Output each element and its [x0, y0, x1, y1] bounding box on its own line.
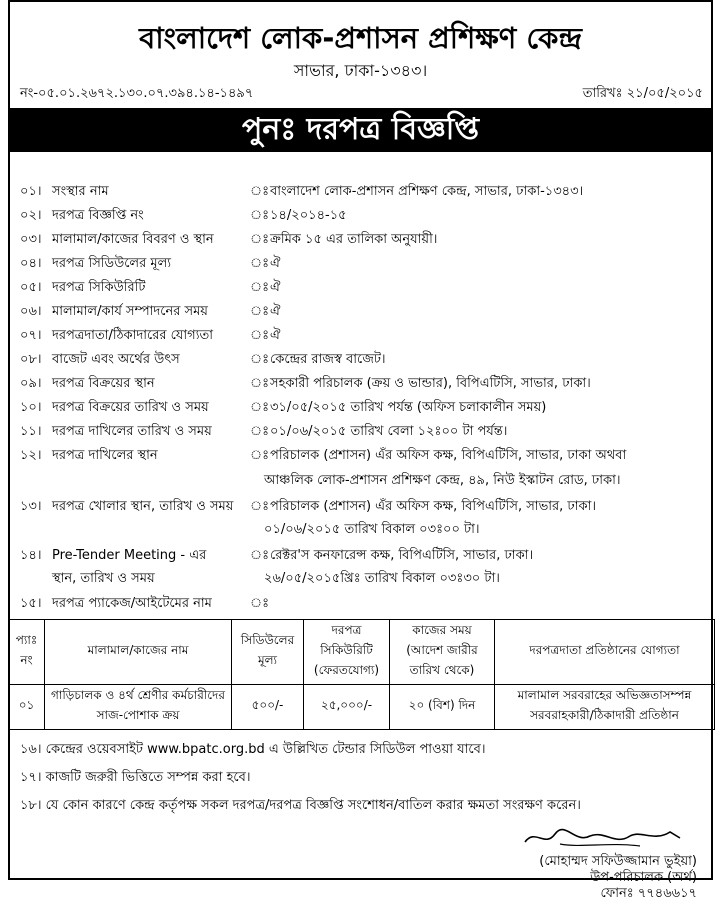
footer-note: ১৭। কাজটি জরুরী ভিত্তিতে সম্পন্ন করা হবে। — [20, 770, 251, 785]
item-row: ০৮। বাজেট এবং অর্থের উৎস ঃকেন্দ্রের রাজস্ব বাজেট। — [20, 352, 386, 367]
item-value-continuation: ০১/০৬/২০১৫ তারিখ বিকাল ০৩ঃ০০ টা। — [264, 522, 480, 537]
table-header-cell: সিডিউলের মূল্য — [232, 620, 304, 685]
item-row: ১১। দরপত্র দাখিলের তারিখ ও সময় ঃ০১/০৬/২০১৫ তারিখ বেলা ১২ঃ০০ টা পর্যন্ত। — [20, 424, 508, 439]
item-row: ১০। দরপত্র বিক্রয়ের তারিখ ও সময় ঃ৩১/০৫/২০১৫ তারিখ পর্যন্ত (অফিস চলাকালীন সময়) — [20, 400, 547, 415]
footer-note: ১৮। যে কোন কারণে কেন্দ্র কর্তৃপক্ষ সকল দরপত্র/দরপত্র বিজ্ঞপ্তি সংশোধন/বাতিল করার ক্ষমতা সংরক্ষণ করেন। — [20, 798, 581, 813]
item-row: ০৪। দরপত্র সিডিউলের মূল্য ঃঐ — [20, 256, 281, 271]
item-value-continuation: ২৬/০৫/২০১৫খ্রিঃ তারিখ বিকাল ০৩ঃ৩০ টা। — [264, 571, 500, 586]
table-cell: ০১ — [9, 685, 45, 730]
table-cell: ২০ (বিশ) দিন — [390, 685, 495, 730]
item-row: ১২। দরপত্র দাখিলের স্থান ঃপরিচালক (প্রশাসন) এঁর অফিস কক্ষ, বিপিএটিসি, সাভার, ঢাকা অথবা — [20, 448, 627, 463]
item-label-continuation: স্থান, তারিখ ও সময় — [52, 571, 155, 586]
reference-number: নং-০৫.০১.২৬৭২.১৩০.০৭.৩৯৪.১৪-১৪৯৭ — [20, 86, 254, 101]
footer-note: ১৬। কেন্দ্রের ওয়েবসাইট www.bpatc.org.bd এ উল্লিখিত টেন্ডার সিডিউল পাওয়া যাবে। — [20, 742, 486, 757]
item-row: ০৩। মালামাল/কাজের বিবরণ ও স্থান ঃক্রমিক ১৫ এর তালিকা অনুযায়ী। — [20, 232, 438, 247]
table-header-cell: দরপত্র সিকিউরিটি (ফেরতযোগ্য) — [304, 620, 390, 685]
table-header-row — [9, 620, 715, 685]
item-row: ১৪। Pre-Tender Meeting - এর ঃরেক্টর'স কনফারেন্স কক্ষ, বিপিএটিসি, সাভার, ঢাকা। — [20, 548, 534, 563]
table-header-cell: মালামাল/কাজের নাম — [45, 620, 232, 685]
package-table — [8, 619, 715, 730]
organization-address: সাভার, ঢাকা-১৩৪৩। — [293, 61, 428, 80]
tender-notice — [8, 0, 713, 901]
signature-scribble — [520, 824, 690, 850]
item-row: ০২। দরপত্র বিজ্ঞপ্তি নং ঃ১৪/২০১৪-১৫ — [20, 208, 347, 223]
table-cell: ৫০০/- — [232, 685, 304, 730]
item-row: ০৭। দরপত্রদাতা/ঠিকাদারের যোগ্যতা ঃঐ — [20, 328, 281, 343]
table-cell: গাড়িচালক ও ৪র্থ শ্রেণীর কর্মচারীদের সাজ-পোশাক ক্রয় — [45, 685, 232, 730]
item-row: ১৫। দরপত্র প্যাকেজ/আইটেমের নাম ঃ — [20, 596, 270, 611]
signatory-designation: উপ-পরিচালক (অর্থ) — [590, 870, 697, 885]
table-header-cell: প্যাঃ নং — [9, 620, 45, 685]
item-row: ০৫। দরপত্র সিকিউরিটি ঃঐ — [20, 280, 281, 295]
item-value-continuation: আঞ্চলিক লোক-প্রশাসন প্রশিক্ষণ কেন্দ্র, ৪৯, নিউ ইস্কাটন রোড, ঢাকা। — [264, 473, 621, 488]
notice-banner: পুনঃ দরপত্র বিজ্ঞপ্তি — [10, 108, 711, 152]
table-row — [9, 685, 715, 730]
notice-date: তারিখঃ ২১/০৫/২০১৫ — [582, 86, 703, 101]
item-row: ০১। সংস্থার নাম ঃবাংলাদেশ লোক-প্রশাসন প্রশিক্ষণ কেন্দ্র, সাভার, ঢাকা-১৩৪৩। — [20, 184, 584, 199]
table-header-cell: কাজের সময় (আদেশ জারীর তারিখ থেকে) — [390, 620, 495, 685]
organization-title: বাংলাদেশ লোক-প্রশাসন প্রশিক্ষণ কেন্দ্র — [139, 21, 582, 55]
table-cell: ২৫,০০০/- — [304, 685, 390, 730]
signatory-name: (মোহাম্মদ সফিউজ্জামান ভুইয়া) — [539, 854, 697, 869]
table-cell: মালামাল সরবরাহের অভিজ্ঞতাসম্পন্ন সরবরাহকারী/ঠিকাদারী প্রতিষ্ঠান — [495, 685, 715, 730]
item-row: ১৩। দরপত্র খোলার স্থান, তারিখ ও সময় ঃপরিচালক (প্রশাসন) এঁর অফিস কক্ষ, বিপিএটিসি, সাভার, ঢাকা। — [20, 499, 597, 514]
item-row: ০৯। দরপত্র বিক্রয়ের স্থান ঃসহকারী পরিচালক (ক্রয় ও ভান্ডার), বিপিএটিসি, সাভার, ঢাকা। — [20, 376, 591, 391]
table-header-cell: দরপত্রদাতা প্রতিষ্ঠানের যোগ্যতা — [495, 620, 715, 685]
signatory-phone: ফোনঃ ৭৭৪৬৬১৭ — [600, 886, 697, 901]
item-row: ০৬। মালামাল/কার্য সম্পাদনের সময় ঃঐ — [20, 304, 281, 319]
